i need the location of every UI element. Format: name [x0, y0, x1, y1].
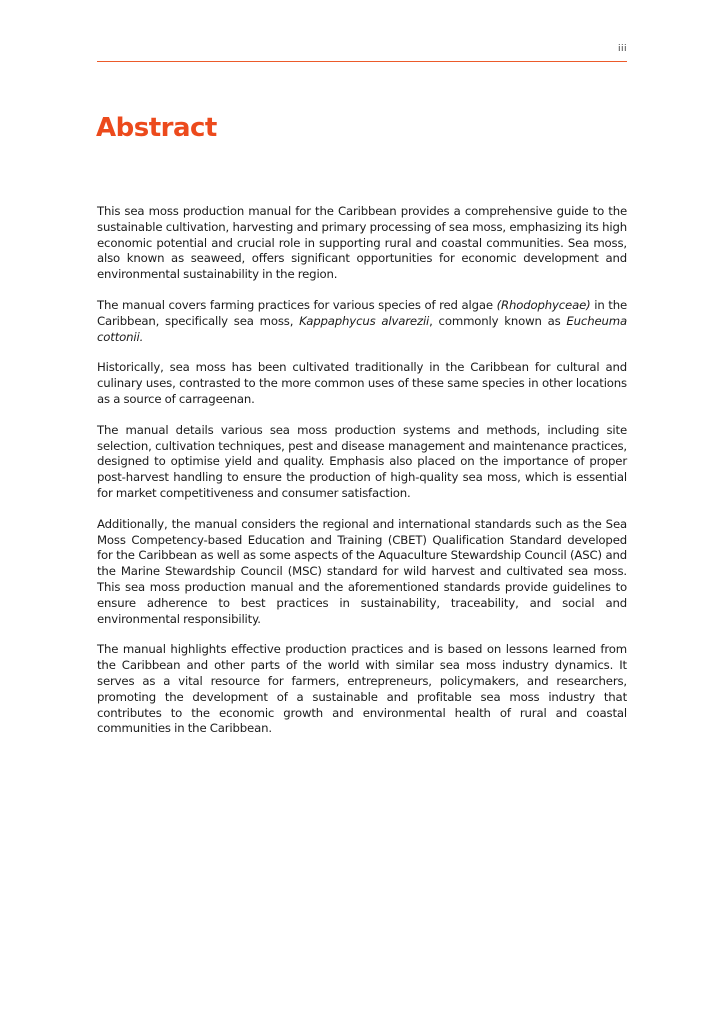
- paragraph-2-text-2: in the Caribbean, specifically sea moss,: [97, 297, 627, 328]
- paragraph-2: [97, 298, 627, 345]
- paragraph-2-text-3: , commonly known as: [429, 313, 567, 328]
- paragraph-2-italic-2: Kappaphycus alvarezii: [299, 313, 430, 328]
- paragraph-3: Historically, sea moss has been cultivated traditionally in the Caribbean for cultural and culinary uses, contrasted to the more common uses of these same species in other locations as a source of carrageenan.: [97, 360, 627, 406]
- header-rule: [97, 61, 627, 62]
- paragraph-2-italic-1: (Rhodophyceae): [496, 297, 591, 312]
- abstract-body: [97, 204, 627, 752]
- page-number: iii: [617, 44, 627, 54]
- paragraph-2-text-1: The manual covers farming practices for various species of red algae: [97, 297, 497, 312]
- paragraph-2-italic-3: Eucheuma cottonii.: [97, 313, 627, 344]
- paragraph-4: The manual details various sea moss production systems and methods, including site selection, cultivation techniques, pest and disease management and maintenance practices, designed to optimise yield and quality. Emphasis also placed on the importance of proper post-harvest handling to ensure the production of high-quality sea moss, which is essential for market competitiveness and consumer satisfaction.: [97, 422, 627, 500]
- paragraph-1: This sea moss production manual for the Caribbean provides a comprehensive guide to the sustainable cultivation, harvesting and primary processing of sea moss, emphasizing its high economic potential and crucial role in supporting rural and coastal communities. Sea moss, also known as seaweed, offers significant opportunities for economic development and environmental sustainability in the region.: [97, 204, 627, 282]
- paragraph-5: Additionally, the manual considers the regional and international standards such as the Sea Moss Competency-based Education and Training (CBET) Qualification Standard developed for the Caribbean as well as some aspects of the Aquaculture Stewardship Council (ASC) and the Marine Stewardship Council (MSC) standard for wild harvest and cultivated sea moss. This sea moss production manual and the aforementioned standards provide guidelines to ensure adherence to best practices in sustainability, traceability, and social and environmental responsibility.: [97, 516, 627, 626]
- page-title: Abstract: [96, 113, 217, 143]
- paragraph-6: The manual highlights effective production practices and is based on lessons learned from the Caribbean and other parts of the world with similar sea moss industry dynamics. It serves as a vital resource for farmers, entrepreneurs, policymakers, and researchers, promoting the development of a sustainable and profitable sea moss industry that contributes to the economic growth and environmental health of rural and coastal communities in the Caribbean.: [97, 642, 627, 736]
